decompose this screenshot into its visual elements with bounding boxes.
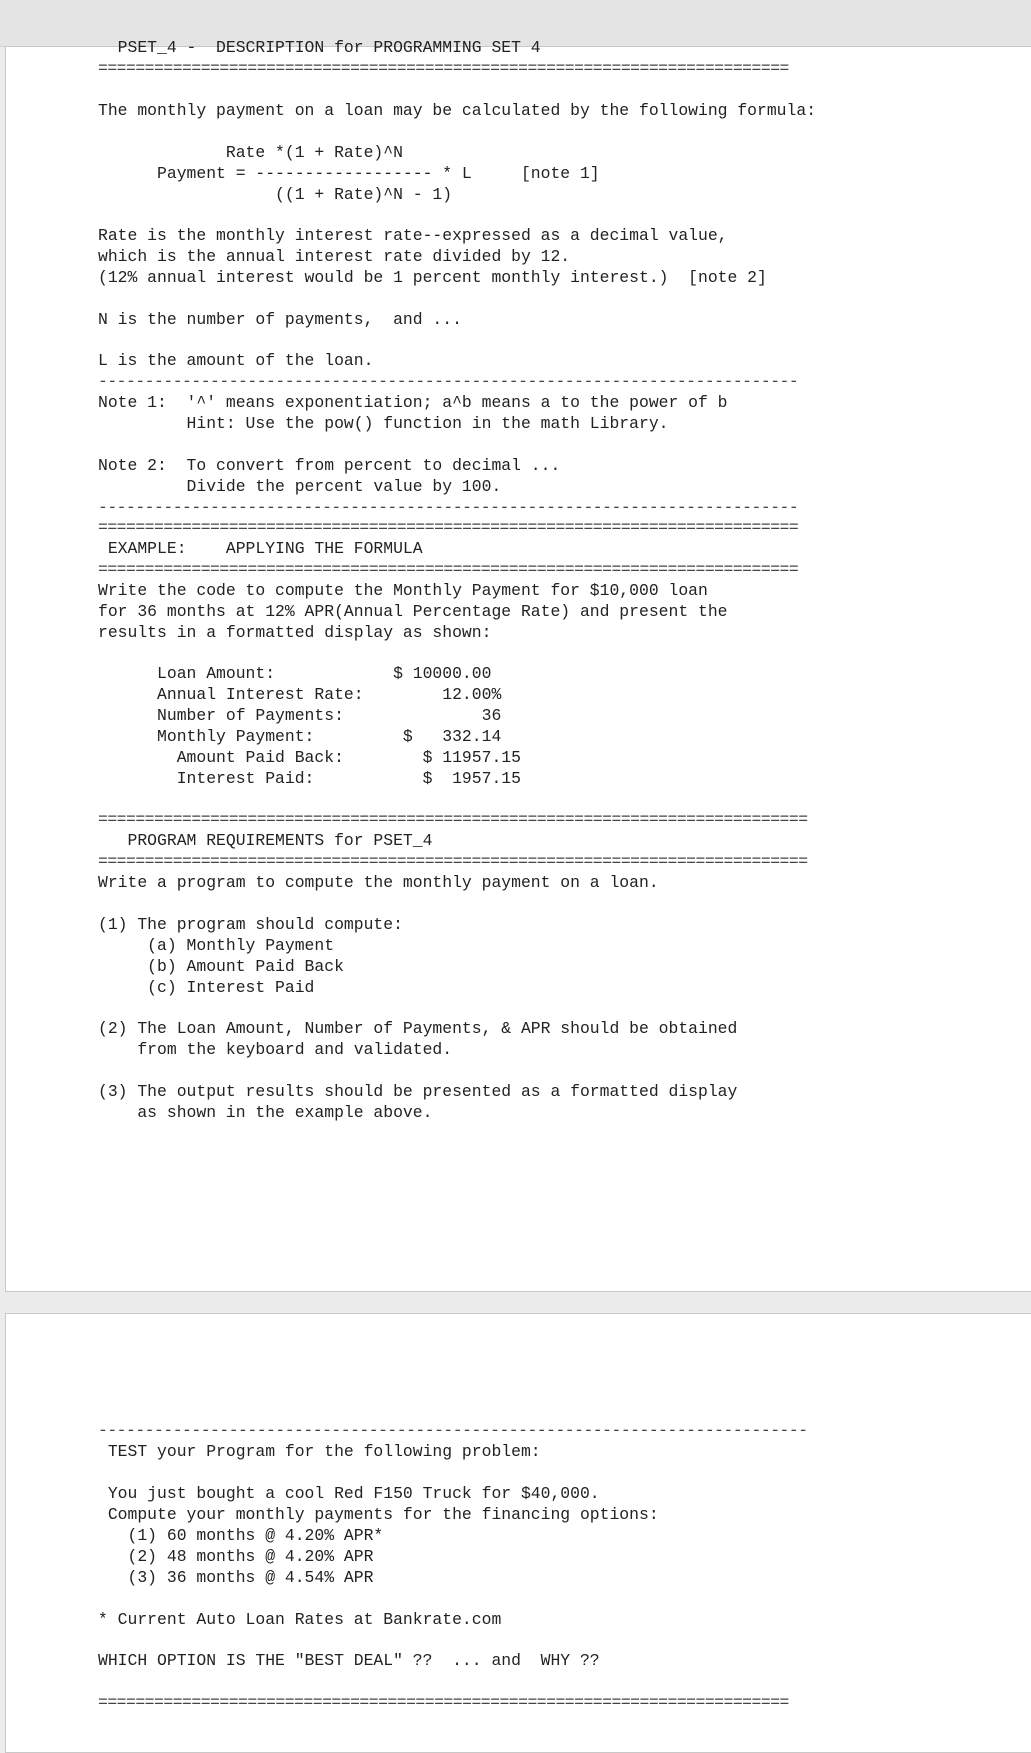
- text-line: Write a program to compute the monthly payment on a loan.: [98, 873, 659, 892]
- divider-line: ==========================================================================: [98, 1693, 789, 1712]
- text-line: (12% annual interest would be 1 percent monthly interest.) [note 2]: [98, 268, 767, 287]
- text-line: Divide the percent value by 100.: [98, 477, 502, 496]
- text-line: EXAMPLE: APPLYING THE FORMULA: [98, 539, 423, 558]
- divider-line: ---------------------------------------------------------------------------: [98, 372, 799, 391]
- text-line: The monthly payment on a loan may be calculated by the following formula:: [98, 101, 817, 120]
- text-line: Note 1: '^' means exponentiation; a^b means a to the power of b: [98, 393, 728, 412]
- divider-line: ============================================================================: [98, 852, 808, 871]
- text-line: Number of Payments: 36: [98, 706, 502, 725]
- text-line: Annual Interest Rate: 12.00%: [98, 685, 502, 704]
- text-line: WHICH OPTION IS THE "BEST DEAL" ?? ... and WHY ??: [98, 1651, 600, 1670]
- text-line: Interest Paid: $ 1957.15: [98, 769, 521, 788]
- text-line: Rate *(1 + Rate)^N: [98, 143, 403, 162]
- text-line: Payment = ------------------ * L [note 1]: [98, 164, 600, 183]
- text-line: Amount Paid Back: $ 11957.15: [98, 748, 521, 767]
- text-line: (2) The Loan Amount, Number of Payments, & APR should be obtained: [98, 1019, 738, 1038]
- text-line: (2) 48 months @ 4.20% APR: [98, 1547, 374, 1566]
- divider-line: ===========================================================================: [98, 560, 799, 579]
- text-line: N is the number of payments, and ...: [98, 310, 462, 329]
- text-line: Monthly Payment: $ 332.14: [98, 727, 502, 746]
- text-line: for 36 months at 12% APR(Annual Percentage Rate) and present the: [98, 602, 728, 621]
- divider-line: ============================================================================: [98, 810, 808, 829]
- divider-line: ----------------------------------------------------------------------------: [98, 1421, 808, 1440]
- text-line: Write the code to compute the Monthly Payment for $10,000 loan: [98, 581, 708, 600]
- text-line: PSET_4 - DESCRIPTION for PROGRAMMING SET 4: [98, 38, 541, 57]
- text-line: (b) Amount Paid Back: [98, 957, 344, 976]
- text-line: (a) Monthly Payment: [98, 936, 335, 955]
- text-line: PROGRAM REQUIREMENTS for PSET_4: [98, 831, 433, 850]
- divider-line: ---------------------------------------------------------------------------: [98, 498, 799, 517]
- text-line: Hint: Use the pow() function in the math Library.: [98, 414, 669, 433]
- text-line: (1) The program should compute:: [98, 915, 403, 934]
- text-line: ((1 + Rate)^N - 1): [98, 185, 453, 204]
- text-line: from the keyboard and validated.: [98, 1040, 453, 1059]
- text-line: as shown in the example above.: [98, 1103, 433, 1122]
- text-line: Loan Amount: $ 10000.00: [98, 664, 492, 683]
- text-line: * Current Auto Loan Rates at Bankrate.com: [98, 1610, 502, 1629]
- text-line: (3) 36 months @ 4.54% APR: [98, 1568, 374, 1587]
- text-line: TEST your Program for the following problem:: [98, 1442, 541, 1461]
- text-line: (c) Interest Paid: [98, 978, 315, 997]
- text-line: You just bought a cool Red F150 Truck for $40,000.: [98, 1484, 600, 1503]
- text-line: Rate is the monthly interest rate--expressed as a decimal value,: [98, 226, 728, 245]
- text-line: (3) The output results should be presented as a formatted display: [98, 1082, 738, 1101]
- text-line: Note 2: To convert from percent to decimal ...: [98, 456, 561, 475]
- text-line: L is the amount of the loan.: [98, 351, 374, 370]
- divider-line: ===========================================================================: [98, 518, 799, 537]
- text-line: which is the annual interest rate divided by 12.: [98, 247, 571, 266]
- text-line: Compute your monthly payments for the financing options:: [98, 1505, 659, 1524]
- text-line: (1) 60 months @ 4.20% APR*: [98, 1526, 384, 1545]
- text-line: results in a formatted display as shown:: [98, 623, 492, 642]
- divider-line: ==========================================================================: [98, 59, 789, 78]
